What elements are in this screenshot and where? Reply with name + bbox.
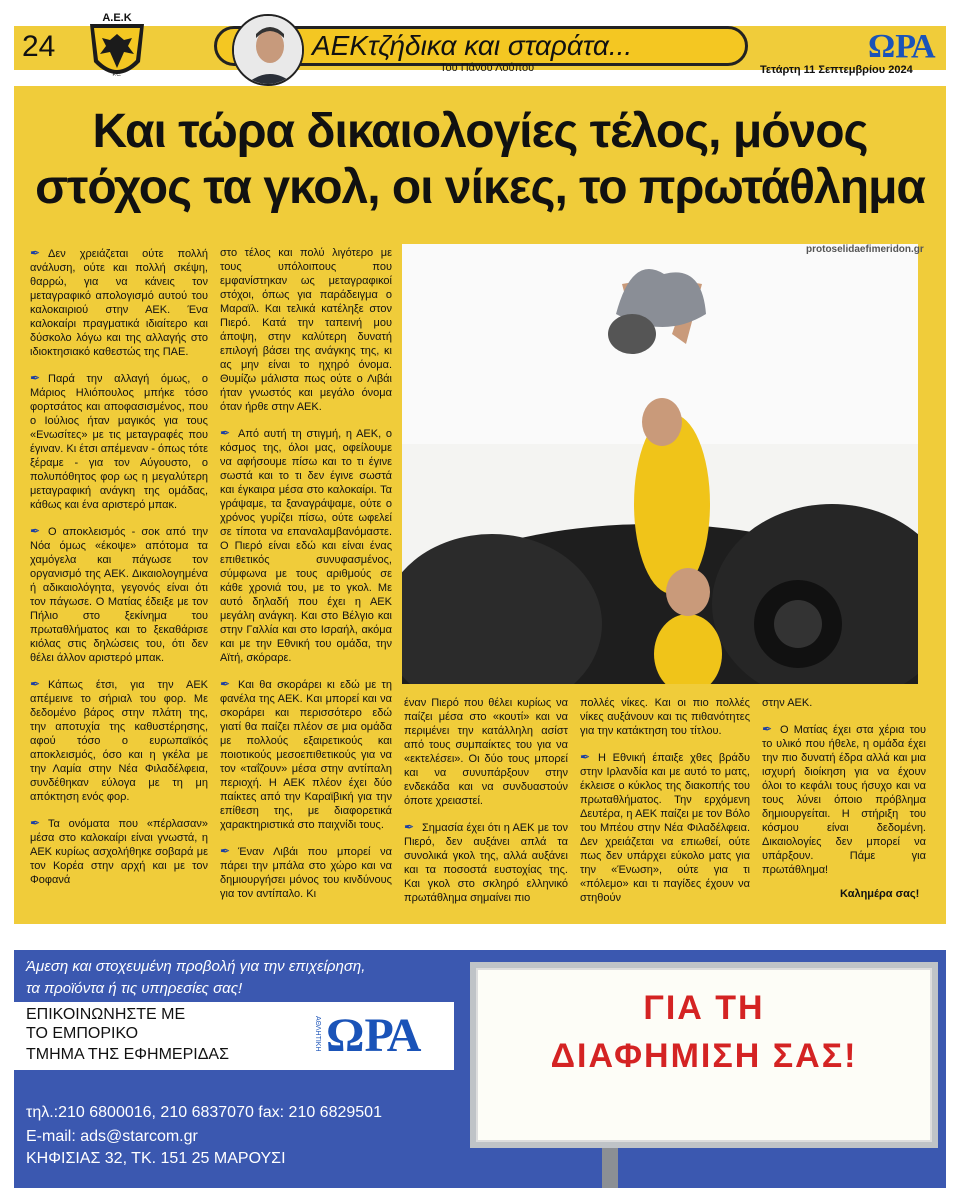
paragraph: στην ΑΕΚ. [762, 697, 813, 709]
author-avatar [232, 14, 304, 86]
issue-date: Τετάρτη 11 Σεπτεμβρίου 2024 [760, 64, 913, 76]
article-headline [24, 104, 936, 216]
crest-label: Α.Ε.Κ [102, 12, 132, 24]
paragraph: ✒ Σημασία έχει ότι η ΑΕΚ με τον Πιερό, δεν αυξάνει απλά τα συνολικά γκολ της, αλλά αυξάνει και τα ποσοστά ευστοχίας της. Και γκολ στο σκληρό ελληνικό πρωτάθλημα σημαίνει πιο [404, 820, 568, 904]
ad-tagline-2: τα προϊόντα ή τις υπηρεσίες σας! [26, 980, 243, 997]
pen-icon: ✒ [30, 371, 41, 385]
pen-icon: ✒ [30, 246, 41, 260]
billboard-message [476, 984, 932, 1080]
headline-line-2: στόχος τα γκολ, οι νίκες, το πρωτάθλημα [35, 161, 925, 214]
pen-icon: ✒ [220, 844, 231, 858]
crest-sub: F.C. [112, 72, 122, 78]
paragraph: ✒ Δεν χρειάζεται ούτε πολλή ανάλυση, ούτε και πολλή σκέψη, θαρρώ, για να κάνεις τον μεταγραφικό απολογισμό αυτού του καλοκαιριού στην ΑΕΚ. Ένα καλοκαίρι πραγματικά ιδιαίτερο και δύσκολο λόγω και της αλλαγής στο ιδιοκτησιακό καθεστώς της ΠΑΕ. [30, 246, 208, 358]
ad-logo-sub: ΑΘΛΗΤΙΚΗ [314, 1016, 321, 1052]
paragraph: ✒ Από αυτή τη στιγμή, η ΑΕΚ, ο κόσμος της, όλοι μας, οφείλουμε να αφήσουμε πίσω και το τι έγινε σωστά και το τι δεν έγινε σωστά και έγκαιρα μέσα στο καλοκαίρι. Τα γράψαμε, τα ξαναγράψαμε, ούτε ο χρόνος γυρίζει πίσω, ούτε ωφελεί σε τίποτα να επαναλαμβανόμαστε. Ο Πιερό είναι εδώ και είναι ένας επιθετικός συνυφασμένος, σύμφωνα με τους αριθμούς σε κάθε χρονιά του, με το γκολ. Με αυτό δηλαδή που έχει η ΑΕΚ μεγάλη ανάγκη. Και στο Βέλγιο και στην Γαλλία και στο Ισραήλ, ακόμα και με την Εθνική του ομάδα, την Αϊτή, σκόραρε. [220, 426, 392, 664]
pen-icon: ✒ [220, 426, 231, 440]
signoff: Καλημέρα σας! [840, 888, 920, 900]
paragraph: ✒ Έναν Λιβάι που μπορεί να πάρει την μπάλα στο χώρο και να δημιουργήσει μόνος του κινδύνους για τον αντίπαλο. Κι [220, 844, 392, 900]
pen-icon: ✒ [30, 524, 41, 538]
column-5 [762, 696, 926, 889]
pen-icon: ✒ [30, 816, 41, 830]
ad-phone: τηλ.:210 6800016, 210 6837070 fax: 210 6829501 [26, 1104, 382, 1121]
brand-logo: ΩΡΑ [868, 28, 936, 65]
pen-icon: ✒ [762, 722, 773, 736]
pen-icon: ✒ [220, 677, 231, 691]
ad-email: E-mail: ads@starcom.gr [26, 1128, 198, 1145]
ad-tagline-1: Άμεση και στοχευμένη προβολή για την επιχείρηση, [26, 958, 366, 975]
ad-contact-line-3: ΤΜΗΜΑ ΤΗΣ ΕΦΗΜΕΡΙΔΑΣ [26, 1046, 229, 1063]
paragraph: ✒ Κάπως έτσι, για την ΑΕΚ απέμεινε το σήριαλ του φορ. Με δεδομένο βάρος στην πλάτη της, την αποτυχία της καθυστέρησης, αφού τόσο ο ευρωπαϊκός αποκλεισμός, όσο και η γκέλα με την Λαμία στην Νέα Φιλαδέλφεια, συνδέθηκαν εύλογα με τη μη απόκτηση ενός φορ. [30, 677, 208, 803]
ad-logo: ΩΡΑ [326, 1009, 422, 1062]
paragraph: ✒ Ο αποκλεισμός - σοκ από την Νόα όμως «έκοψε» απότομα τα χαμόγελα και πάγωσε τον οργανισμό της ΑΕΚ. Δικαιολογημένα ή αδικαιολόγητα, γεγονός είναι ότι τον πάγωσε. Ο Ματίας έδειξε με τον Πήλιο στο ξεκίνημα του πρωταθλήματος και το ξεκαθάρισε κιόλας στις δηλώσεις του, ότι δεν θέλει άλλον αριστερό μπακ. [30, 524, 208, 664]
aek-crest-icon [84, 10, 150, 88]
pen-icon: ✒ [404, 820, 415, 834]
ad-contact-line-1: ΕΠΙΚΟΙΝΩΝΗΣΤΕ ΜΕ [26, 1006, 186, 1023]
billboard-line-1: ΓΙΑ ΤΗ [643, 989, 765, 1027]
paragraph: ✒ Η Εθνική έπαιξε χθες βράδυ στην Ιρλανδία και με αυτό το ματς, έκλεισε ο κύκλος της διακοπής του πρωταθλήματος. Την ερχόμενη Δευτέρα, η ΑΕΚ παίζει με τον Βόλο του Μπέου στην Νέα Φιλαδέλφεια. Δεν χρειάζεται να επιωθεί, ούτε πως δεν υπάρχει εύκολο ματς για την «Ένωση», ούτε για τι «πόλεμο» και τι παγίδες έχουν να στηθούν [580, 750, 750, 904]
celebration-photo [402, 244, 918, 684]
paragraph: πολλές νίκες. Και οι πιο πολλές νίκες αυξάνουν και τις πιθανότητες για την κατάκτηση του τίτλου. [580, 697, 750, 737]
pen-icon: ✒ [580, 750, 591, 764]
column-2 [220, 246, 392, 913]
page-number: 24 [22, 30, 56, 63]
column-3 [404, 696, 568, 917]
paragraph: ✒ Τα ονόματα που «πέρλασαν» μέσα στο καλοκαίρι είναι γνωστά, η ΑΕΚ κυρίως ασχολήθηκε σοβαρά με τον Κορέα στην αρχή και με τον Φοφανά [30, 816, 208, 886]
paragraph: στο τέλος και πολύ λιγότερο με τους υπόλοιπους που εμφανίστηκαν ως μεταγραφικοί στόχοι, όπως για παράδειγμα ο Μαραϊλ. Και τελικά κατέληξε στον Πιερό. Κατά την ταπεινή μου άποψη, στην καλύτερη δυνατή επιλογή βάσει της ανάγκης της, κι ας μην είναι το ηχηρό όνομα. Θυμίζω μάλιστα πως ούτε ο Λιβάι ήταν γνωστός και μεγάλο όνομα όταν ήρθε στην ΑΕΚ. [220, 247, 392, 413]
paragraph: ✒ Και θα σκοράρει κι εδώ με τη φανέλα της ΑΕΚ. Και μπορεί και να σκοράρει και περισσότερο εδώ γιατί θα παίζει πλέον σε μια ομάδα με πολλούς εξαιρετικούς και ποιοτικούς μεσοεπιθετικούς για να τον «ταΐζουν» μέσα στην αντίπαλη περιοχή. Η ΑΕΚ πλέον έχει δύο παίκτες από την Καραϊβική για την επίθεση της, με διαφορετικά χαρακτηριστικά στο παιχνίδι τους. [220, 677, 392, 831]
billboard-line-2: ΔΙΑΦΗΜΙΣΗ ΣΑΣ! [550, 1037, 858, 1075]
column-kicker: ΑΕΚτζήδικα και σταράτα... [312, 30, 633, 61]
ad-address: ΚΗΦΙΣΙΑΣ 32, ΤΚ. 151 25 ΜΑΡΟΥΣΙ [26, 1150, 286, 1167]
author-byline: Του Πάνου Λούπου [440, 62, 535, 74]
pen-icon: ✒ [30, 677, 41, 691]
column-1 [30, 246, 208, 899]
paragraph: ✒ Παρά την αλλαγή όμως, ο Μάριος Ηλιόπουλος μπήκε τόσο φορτσάτος και αποφασισμένος, που ο Ιούλιος ήταν μαγικός για τους «Ενωσίτες» με τις μεταγραφές που έγιναν. Κι έτσι απέμεναν - όπως τότε ξέραμε - για τον Αύγουστο, ο πολυπόθητος φορ ως η μεγαλύτερη μεταγραφική ανάγκη της ομάδας, κάθως και ένα αριστερό μπακ. [30, 371, 208, 511]
ad-contact-line-2: ΤΟ ΕΜΠΟΡΙΚΟ [26, 1025, 139, 1042]
paragraph: ✒ Ο Ματίας έχει στα χέρια του το υλικό που ήθελε, η ομάδα έχει την πιο δυνατή έδρα αλλά και μια ισχυρή διοίκηση για να έχουν όλοι το κεφάλι τους ήσυχο και να τους λύνει όποιο πρόβλημα δημιουργείται. Η στήριξη του κόσμου είναι δεδομένη. Δικαιολογίες δεν μπορεί να υπάρξουν. Πάμε για πρωτάθλημα! [762, 722, 926, 876]
billboard-post-icon [590, 1148, 630, 1188]
watermark: protoselidaefimeridon.gr [806, 244, 924, 255]
headline-line-1: Και τώρα δικαιολογίες τέλος, μόνος [92, 105, 868, 158]
column-4 [580, 696, 750, 917]
paragraph: έναν Πιερό που θέλει κυρίως να παίζει μέσα στο «κουτί» και να περιμένει την κατάλληλη ασίστ από τους συμπαίκτες του για να «εκτελέσει». Οι δύο τους μπορεί και να συνυπάρξουν στην ενδεκάδα και να συνδυαστούν όποτε χρειαστεί. [404, 697, 568, 807]
